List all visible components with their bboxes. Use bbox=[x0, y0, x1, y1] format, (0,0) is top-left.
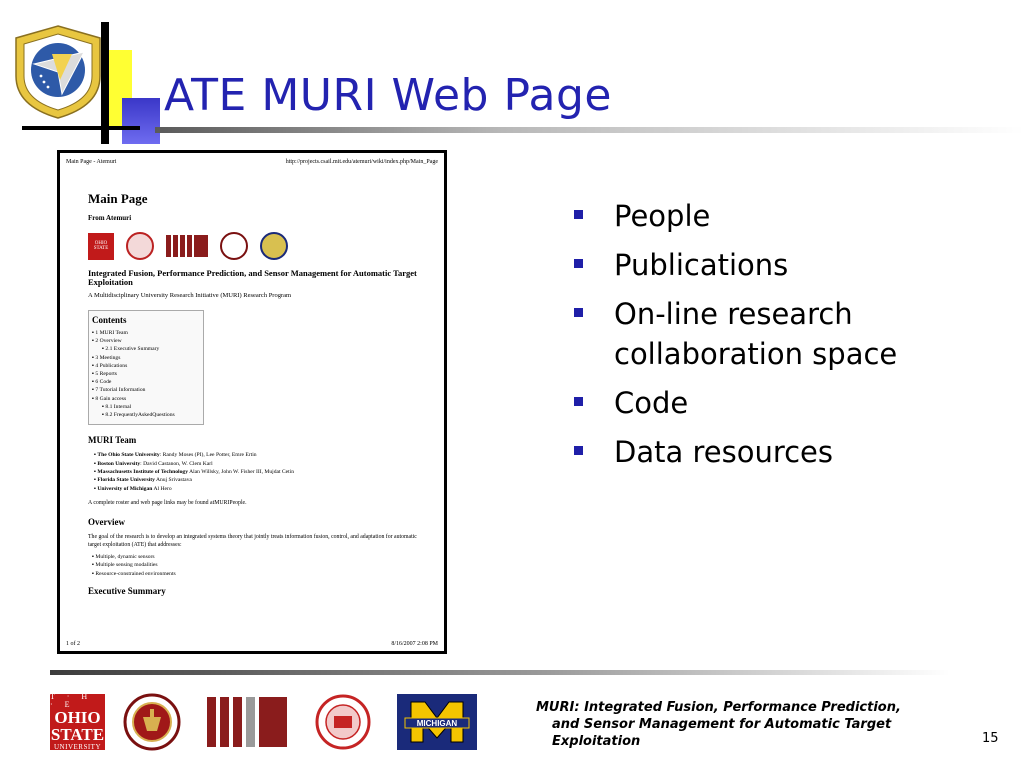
webpage-ohio-state-logo: OHIO STATE bbox=[88, 233, 114, 260]
mit-logo bbox=[207, 697, 287, 747]
bullet-item bbox=[574, 196, 1014, 236]
toc-item[interactable]: ▪ 5 Reports bbox=[92, 370, 198, 378]
toc-list bbox=[92, 329, 198, 419]
bullet-item bbox=[574, 294, 1014, 374]
toc-item[interactable]: ▪ 8.1 Internal bbox=[92, 403, 198, 411]
footer-line: and Sensor Management for Automatic Target bbox=[552, 717, 892, 732]
bullet-text: Data resources bbox=[614, 435, 834, 469]
webpage-overview-heading: Overview bbox=[88, 517, 125, 528]
footer-line: Exploitation bbox=[552, 734, 641, 749]
webpage-header-url: http://projects.csail.mit.edu/atemuri/wiki/index.php/Main_Page bbox=[285, 159, 438, 165]
webpage-team-list bbox=[88, 451, 426, 493]
overview-item: ▪ Multiple sensing modalities bbox=[88, 561, 426, 569]
team-people: Al Hero bbox=[152, 485, 172, 492]
toc-item[interactable]: ▪ 3 Meetings bbox=[92, 354, 198, 362]
team-university[interactable]: Florida State University bbox=[97, 477, 155, 484]
toc-item[interactable]: ▪ 2 Overview bbox=[92, 337, 198, 345]
header-horizontal-rule bbox=[22, 126, 140, 130]
title-underline bbox=[155, 127, 1024, 133]
square-bullet-icon bbox=[574, 308, 583, 317]
toc-title: Contents bbox=[92, 315, 127, 325]
team-university[interactable]: The Ohio State University bbox=[97, 452, 160, 459]
webpage-overview-list bbox=[88, 553, 426, 578]
bullet-item bbox=[574, 383, 1014, 423]
webpage-roster-note: A complete roster and web page links may be found atMURIPeople. bbox=[88, 500, 247, 507]
square-bullet-icon bbox=[574, 210, 583, 219]
page-number: 15 bbox=[982, 731, 999, 746]
osu-logo-text: OHIO bbox=[54, 708, 101, 727]
webpage-from: From Atemuri bbox=[88, 214, 132, 222]
florida-state-seal bbox=[123, 693, 181, 751]
team-member-row bbox=[88, 485, 426, 493]
michigan-logo bbox=[397, 694, 477, 750]
webpage-table-of-contents bbox=[88, 310, 204, 425]
team-people: : David Castanon, W. Clem Karl bbox=[140, 460, 213, 467]
team-member-row bbox=[88, 451, 426, 459]
toc-item[interactable]: ▪ 6 Code bbox=[92, 378, 198, 386]
osu-logo-text: UNIVERSITY bbox=[54, 743, 101, 751]
boston-university-seal bbox=[315, 694, 371, 750]
square-bullet-icon bbox=[574, 259, 583, 268]
ohio-state-logo bbox=[50, 694, 105, 750]
square-bullet-icon bbox=[574, 397, 583, 406]
webpage-program: A Multidisciplinary University Research Initiative (MURI) Research Program bbox=[88, 292, 292, 299]
footer-rule bbox=[50, 670, 950, 675]
webpage-florida-state-seal bbox=[220, 232, 248, 260]
webpage-screenshot bbox=[57, 150, 447, 654]
afrl-logo bbox=[12, 24, 104, 120]
webpage-header-left: Main Page - Atemuri bbox=[66, 159, 117, 165]
osu-logo-text: T · H · E bbox=[50, 692, 93, 709]
bullet-list bbox=[574, 196, 1014, 481]
bullet-item bbox=[574, 245, 1014, 285]
footer-project-title bbox=[536, 699, 916, 750]
footer-logo-row bbox=[50, 692, 477, 752]
overview-item: ▪ Resource-constrained environments bbox=[88, 570, 426, 578]
webpage-mit-logo bbox=[166, 235, 208, 257]
team-people: Anuj Srivastava bbox=[154, 477, 192, 484]
webpage-michigan-seal bbox=[260, 232, 288, 260]
team-member-row bbox=[88, 468, 426, 476]
team-university[interactable]: Boston University bbox=[97, 460, 141, 467]
webpage-subtitle: Integrated Fusion, Performance Prediction, and Sensor Management for Automatic Target Exploitation bbox=[88, 268, 417, 287]
team-member-row bbox=[88, 476, 426, 484]
team-member-row bbox=[88, 460, 426, 468]
osu-logo-text: STATE bbox=[50, 725, 105, 744]
webpage-page-count: 1 of 2 bbox=[66, 641, 80, 647]
toc-item[interactable]: ▪ 8 Gain access bbox=[92, 395, 198, 403]
team-people: Alan Willsky, John W. Fisher III, Mujdat Cetin bbox=[188, 469, 295, 476]
bullet-text: Code bbox=[614, 386, 689, 420]
webpage-logo-row bbox=[88, 231, 426, 261]
webpage-main-title: Main Page bbox=[88, 191, 148, 206]
team-university[interactable]: University of Michigan bbox=[97, 485, 153, 492]
webpage-content bbox=[88, 191, 426, 596]
square-bullet-icon bbox=[574, 446, 583, 455]
webpage-boston-university-seal bbox=[126, 232, 154, 260]
webpage-executive-summary-heading: Executive Summary bbox=[88, 585, 166, 596]
bullet-text: On-line research collaboration space bbox=[614, 297, 898, 371]
footer-line: MURI: Integrated Fusion, Performance Prediction, bbox=[536, 700, 901, 715]
toc-item[interactable]: ▪ 2.1 Executive Summary bbox=[92, 345, 198, 353]
team-university[interactable]: Massachusetts Institute of Technology bbox=[97, 469, 188, 476]
header-accent-blue bbox=[122, 98, 160, 144]
toc-item[interactable]: ▪ 8.2 FrequentlyAskedQuestions bbox=[92, 411, 198, 419]
webpage-team-heading: MURI Team bbox=[88, 435, 137, 446]
toc-item[interactable]: ▪ 7 Tutorial Information bbox=[92, 386, 198, 394]
webpage-print-footer bbox=[66, 641, 438, 647]
toc-item[interactable]: ▪ 1 MURI Team bbox=[92, 329, 198, 337]
overview-item: ▪ Multiple, dynamic sensors bbox=[88, 553, 426, 561]
michigan-logo-text: MICHIGAN bbox=[416, 719, 458, 728]
webpage-overview-text: The goal of the research is to develop an integrated systems theory that jointly treats information fusion, control, and adaptation for automatic target exploitation (ATE) that addresses: bbox=[88, 534, 417, 549]
toc-item[interactable]: ▪ 4 Publications bbox=[92, 362, 198, 370]
team-people: : Randy Moses (PI), Lee Potter, Emre Ertin bbox=[159, 452, 257, 459]
bullet-item bbox=[574, 432, 1014, 472]
bullet-text: People bbox=[614, 199, 711, 233]
slide-title: ATE MURI Web Page bbox=[164, 70, 612, 121]
webpage-print-date: 8/16/2007 2:08 PM bbox=[391, 641, 438, 647]
webpage-print-header bbox=[66, 159, 438, 165]
bullet-text: Publications bbox=[614, 248, 789, 282]
